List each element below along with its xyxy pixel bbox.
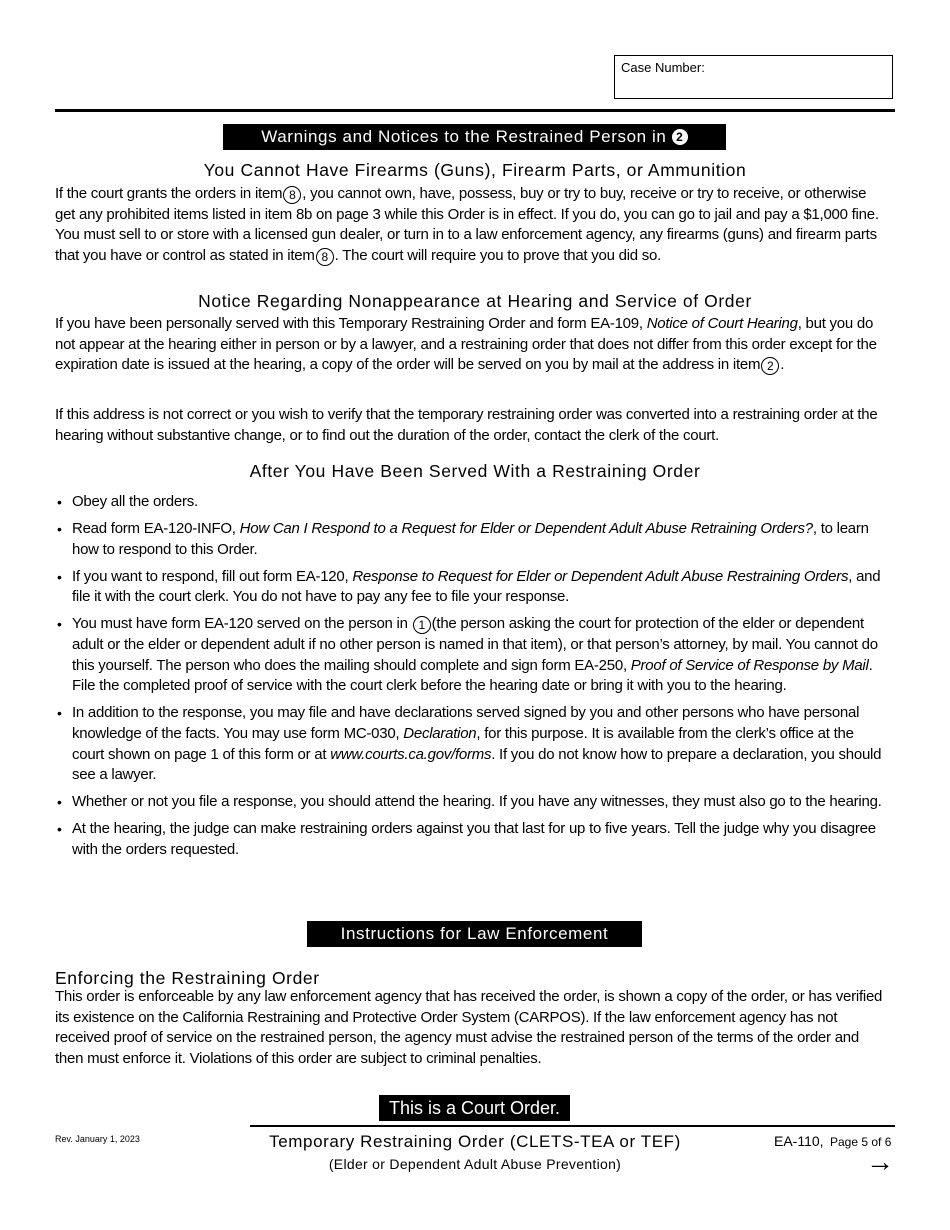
next-page-arrow-icon[interactable]: → <box>866 1146 894 1177</box>
warnings-banner <box>223 124 726 150</box>
served-heading: After You Have Been Served With a Restraining Order <box>249 461 701 481</box>
item-8-badge: 8 <box>316 248 334 266</box>
court-order-banner: This is a Court Order. <box>379 1095 570 1121</box>
enforcing-subheading: Enforcing the Restraining Order <box>55 968 320 988</box>
firearms-paragraph: If the court grants the orders in item 8 , you cannot own, have, possess, buy or try to buy, receive or try to receive, or otherwise get any prohibited items listed in item 8b on page 3 while this Order is in effect. If you do, you can go to jail and pay a $1,000 fine. You must sell to or store with a licensed gun dealer, or turn in to a law enforcement agency, any firearms (guns) and firearm parts that you have or control as stated in item 8 . The court will require you to prove that you did so. <box>55 185 879 264</box>
item-8-badge: 8 <box>283 186 301 204</box>
header-rule <box>55 109 895 112</box>
page-indicator: Page 5 of 6 <box>830 1135 892 1149</box>
list-item: • If you want to respond, fill out form EA-120, Response to Request for Elder or Dependent Adult Abuse Restraining Orders, and file it with the court clerk. You do not have to pay any fee to file your response. <box>57 567 881 606</box>
form-number: EA-110, <box>774 1133 824 1149</box>
list-item: • At the hearing, the judge can make restraining orders against you that last for up to five years. Tell the judge why you disagree with the orders requested. <box>57 820 876 858</box>
form-subtitle: (Elder or Dependent Adult Abuse Prevention) <box>328 1156 622 1172</box>
footer-rule <box>250 1125 895 1127</box>
law-enforcement-banner: Instructions for Law Enforcement <box>307 921 642 947</box>
served-bullet-list <box>55 492 889 867</box>
form-title: Temporary Restraining Order (CLETS-TEA or TEF) <box>269 1132 681 1151</box>
list-item: • You must have form EA-120 served on the person in 1 (the person asking the court for protection of the elder or dependent adult or the elder or dependent adult if no other person is named in that item), or that person’s attorney, by mail. You cannot do this yourself. The person who does the mailing should complete and sign form EA-250, Proof of Service of Response by Mail. File the completed proof of service with the court clerk before the hearing date or bring it with you to the hearing. <box>57 615 878 695</box>
verify-paragraph: If this address is not correct or you wish to verify that the temporary restraining order was converted into a restraining order at the hearing without substantive change, or to find out the duration of the order, contact the clerk of the court. <box>55 406 878 444</box>
revision-date: Rev. January 1, 2023 <box>55 1134 140 1144</box>
nonappearance-heading: Notice Regarding Nonappearance at Hearing and Service of Order <box>198 291 752 311</box>
list-item: • Read form EA-120-INFO, How Can I Respond to a Request for Elder or Dependent Adult Abuse Retraining Orders?, to learn how to respond to this Order. <box>57 520 869 558</box>
list-item: • In addition to the response, you may file and have declarations served signed by you and other persons who have personal knowledge of the facts. You may use form MC-030, Declaration, for this purpose. It is available from the clerk’s office at the court shown on page 1 of this form or at www.courts.ca.gov/forms. If you do not know how to prepare a declaration, you should see a lawyer. <box>57 704 882 784</box>
item-2-badge: 2 <box>761 357 779 375</box>
warnings-banner-text: Warnings and Notices to the Restrained Person in <box>261 127 667 146</box>
list-item: • Whether or not you file a response, you should attend the hearing. If you have any witnesses, they must also go to the hearing. <box>57 793 882 811</box>
nonappearance-paragraph: If you have been personally served with this Temporary Restraining Order and form EA-109, Notice of Court Hearing, but you do not appear at the hearing either in person or by a lawyer, and a restraining order that does not differ from this order except for the expiration date is issued at the hearing, a copy of the order will be served on you by mail at the address in item 2 . <box>55 315 877 374</box>
courts-link[interactable]: www.courts.ca.gov/forms <box>330 745 492 763</box>
firearms-heading: You Cannot Have Firearms (Guns), Firearm Parts, or Ammunition <box>203 160 747 180</box>
enforcing-paragraph: This order is enforceable by any law enforcement agency that has received the order, is shown a copy of the order, or has verified its existence on the California Restraining and Protective Order System (CARPOS). If the law enforcement agency has not received proof of service on the restrained person, the agency must advise the restrained person of the terms of the order and then must enforce it. Violations of this order are subject to criminal penalties. <box>55 988 883 1067</box>
item-1-badge: 1 <box>413 616 431 634</box>
case-number-label: Case Number: <box>621 60 705 75</box>
case-number-field[interactable] <box>614 55 893 99</box>
item-2-badge: 2 <box>672 129 688 145</box>
list-item: • Obey all the orders. <box>57 493 198 510</box>
